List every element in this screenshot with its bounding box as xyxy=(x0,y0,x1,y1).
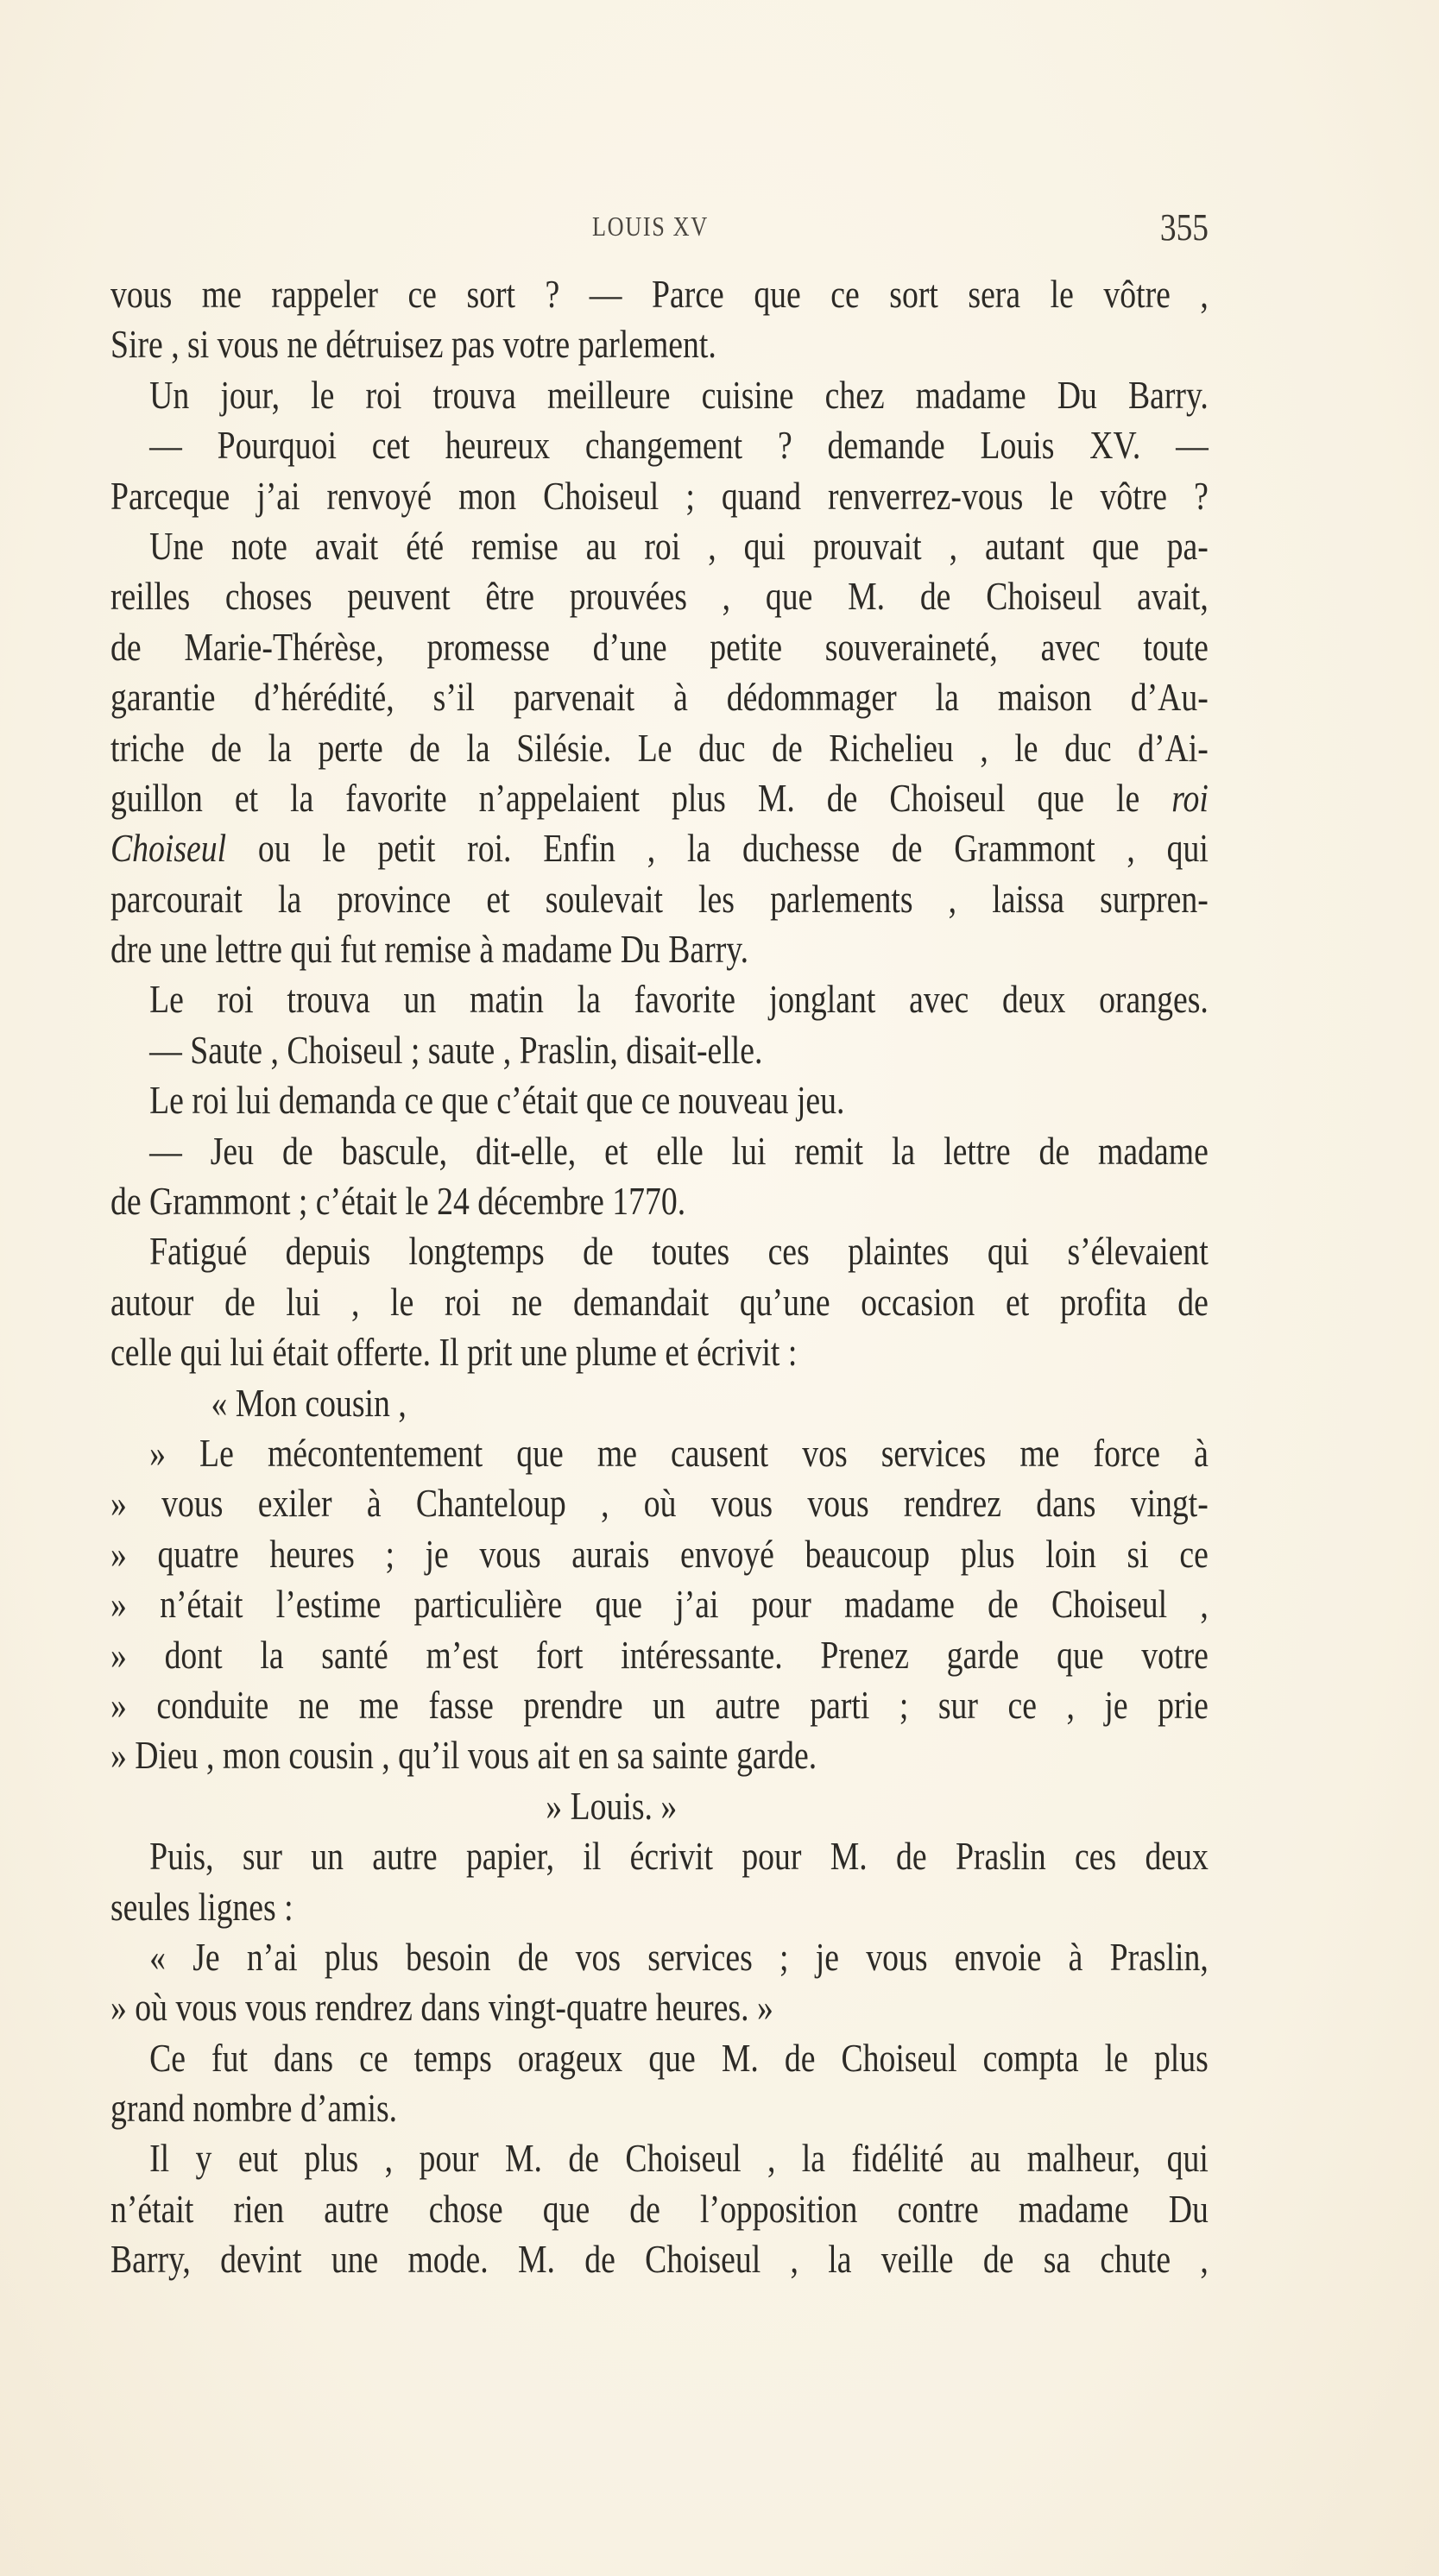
letter-line: » Le mécontentement que me causent vos services me force à xyxy=(149,1430,1209,1475)
text-line: — Pourquoi cet heureux changement ? demande Louis XV. — xyxy=(149,423,1209,468)
letter-line: » n’était l’estime particulière que j’ai pour madame de Choiseul , xyxy=(110,1582,1209,1627)
text-line: dre une lettre qui fut remise à madame Du Barry. xyxy=(110,927,749,972)
letter-salutation: « Mon cousin , xyxy=(211,1380,407,1425)
text-line: autour de lui , le roi ne demandait qu’une occasion et profita de xyxy=(110,1279,1209,1324)
text-line: reilles choses peuvent être prouvées , que M. de Choiseul avait, xyxy=(110,574,1209,619)
letter-line: » quatre heures ; je vous aurais envoyé beaucoup plus loin si ce xyxy=(110,1531,1209,1576)
italic-word: roi xyxy=(1171,775,1209,820)
text-line: celle qui lui était offerte. Il prit une plume et écrivit : xyxy=(110,1330,798,1375)
text-line: grand nombre d’amis. xyxy=(110,2086,398,2131)
running-title: LOUIS XV xyxy=(592,211,709,242)
letter-line: » Dieu , mon cousin , qu’il vous ait en sa sainte garde. xyxy=(110,1733,817,1778)
letter-signature: » Louis. » xyxy=(546,1783,678,1828)
text-line: Sire , si vous ne détruisez pas votre parlement. xyxy=(110,322,716,367)
text-line: — Jeu de bascule, dit-elle, et elle lui remit la lettre de madame xyxy=(149,1128,1209,1173)
text-line xyxy=(110,773,1209,823)
text-line: Le roi trouva un matin la favorite jonglant avec deux oranges. xyxy=(149,977,1209,1022)
letter-line: » conduite ne me fasse prendre un autre parti ; sur ce , je prie xyxy=(110,1682,1209,1727)
text-line: Ce fut dans ce temps orageux que M. de Choiseul compta le plus xyxy=(149,2035,1209,2080)
text-line: Puis, sur un autre papier, il écrivit pour M. de Praslin ces deux xyxy=(149,1834,1209,1879)
letter-line: » dont la santé m’est fort intéressante. Prenez garde que votre xyxy=(110,1632,1209,1677)
text-line: Le roi lui demanda ce que c’était que ce nouveau jeu. xyxy=(149,1078,845,1123)
text-line: Une note avait été remise au roi , qui prouvait , autant que pa- xyxy=(149,523,1209,568)
letter-line: » où vous vous rendrez dans vingt-quatre heures. » xyxy=(110,1985,773,2030)
letter-line: » vous exiler à Chanteloup , où vous vous rendrez dans vingt- xyxy=(110,1481,1209,1526)
italic-word: Choiseul xyxy=(110,826,227,871)
text-line: Barry, devint une mode. M. de Choiseul , la veille de sa chute , xyxy=(110,2237,1209,2282)
text-line: de Grammont ; c’était le 24 décembre 1770. xyxy=(110,1179,686,1224)
text-line: triche de la perte de la Silésie. Le duc de Richelieu , le duc d’Ai- xyxy=(110,725,1209,770)
text-line: de Marie-Thérèse, promesse d’une petite souveraineté, avec toute xyxy=(110,624,1209,669)
text-line: garantie d’hérédité, s’il parvenait à dédommager la maison d’Au- xyxy=(110,675,1209,720)
page-number: 355 xyxy=(1159,206,1209,249)
line-text: ou le petit roi. Enfin , la duchesse de Grammont , qui xyxy=(257,826,1209,871)
text-line xyxy=(110,823,1209,873)
text-line: Il y eut plus , pour M. de Choiseul , la fidélité au malheur, qui xyxy=(149,2136,1209,2181)
text-line: Fatigué depuis longtemps de toutes ces plaintes qui s’élevaient xyxy=(149,1229,1209,1274)
page-header xyxy=(110,205,1209,254)
text-line: n’était rien autre chose que de l’opposition contre madame Du xyxy=(110,2186,1209,2231)
letter-line: « Je n’ai plus besoin de vos services ; je vous envoie à Praslin, xyxy=(149,1934,1209,1979)
text-line: seules lignes : xyxy=(110,1884,293,1929)
text-line: Un jour, le roi trouva meilleure cuisine chez madame Du Barry. xyxy=(149,372,1209,417)
text-line: parcourait la province et soulevait les parlements , laissa surpren- xyxy=(110,876,1209,921)
text-line: vous me rappeler ce sort ? — Parce que ce sort sera le vôtre , xyxy=(110,272,1209,316)
line-text: guillon et la favorite n’appelaient plus M. de Choiseul que le xyxy=(110,775,1140,820)
body-text xyxy=(110,269,1209,2285)
text-line: — Saute , Choiseul ; saute , Praslin, disait-elle. xyxy=(149,1027,763,1072)
text-line: Parceque j’ai renvoyé mon Choiseul ; quand renverrez-vous le vôtre ? xyxy=(110,473,1209,518)
